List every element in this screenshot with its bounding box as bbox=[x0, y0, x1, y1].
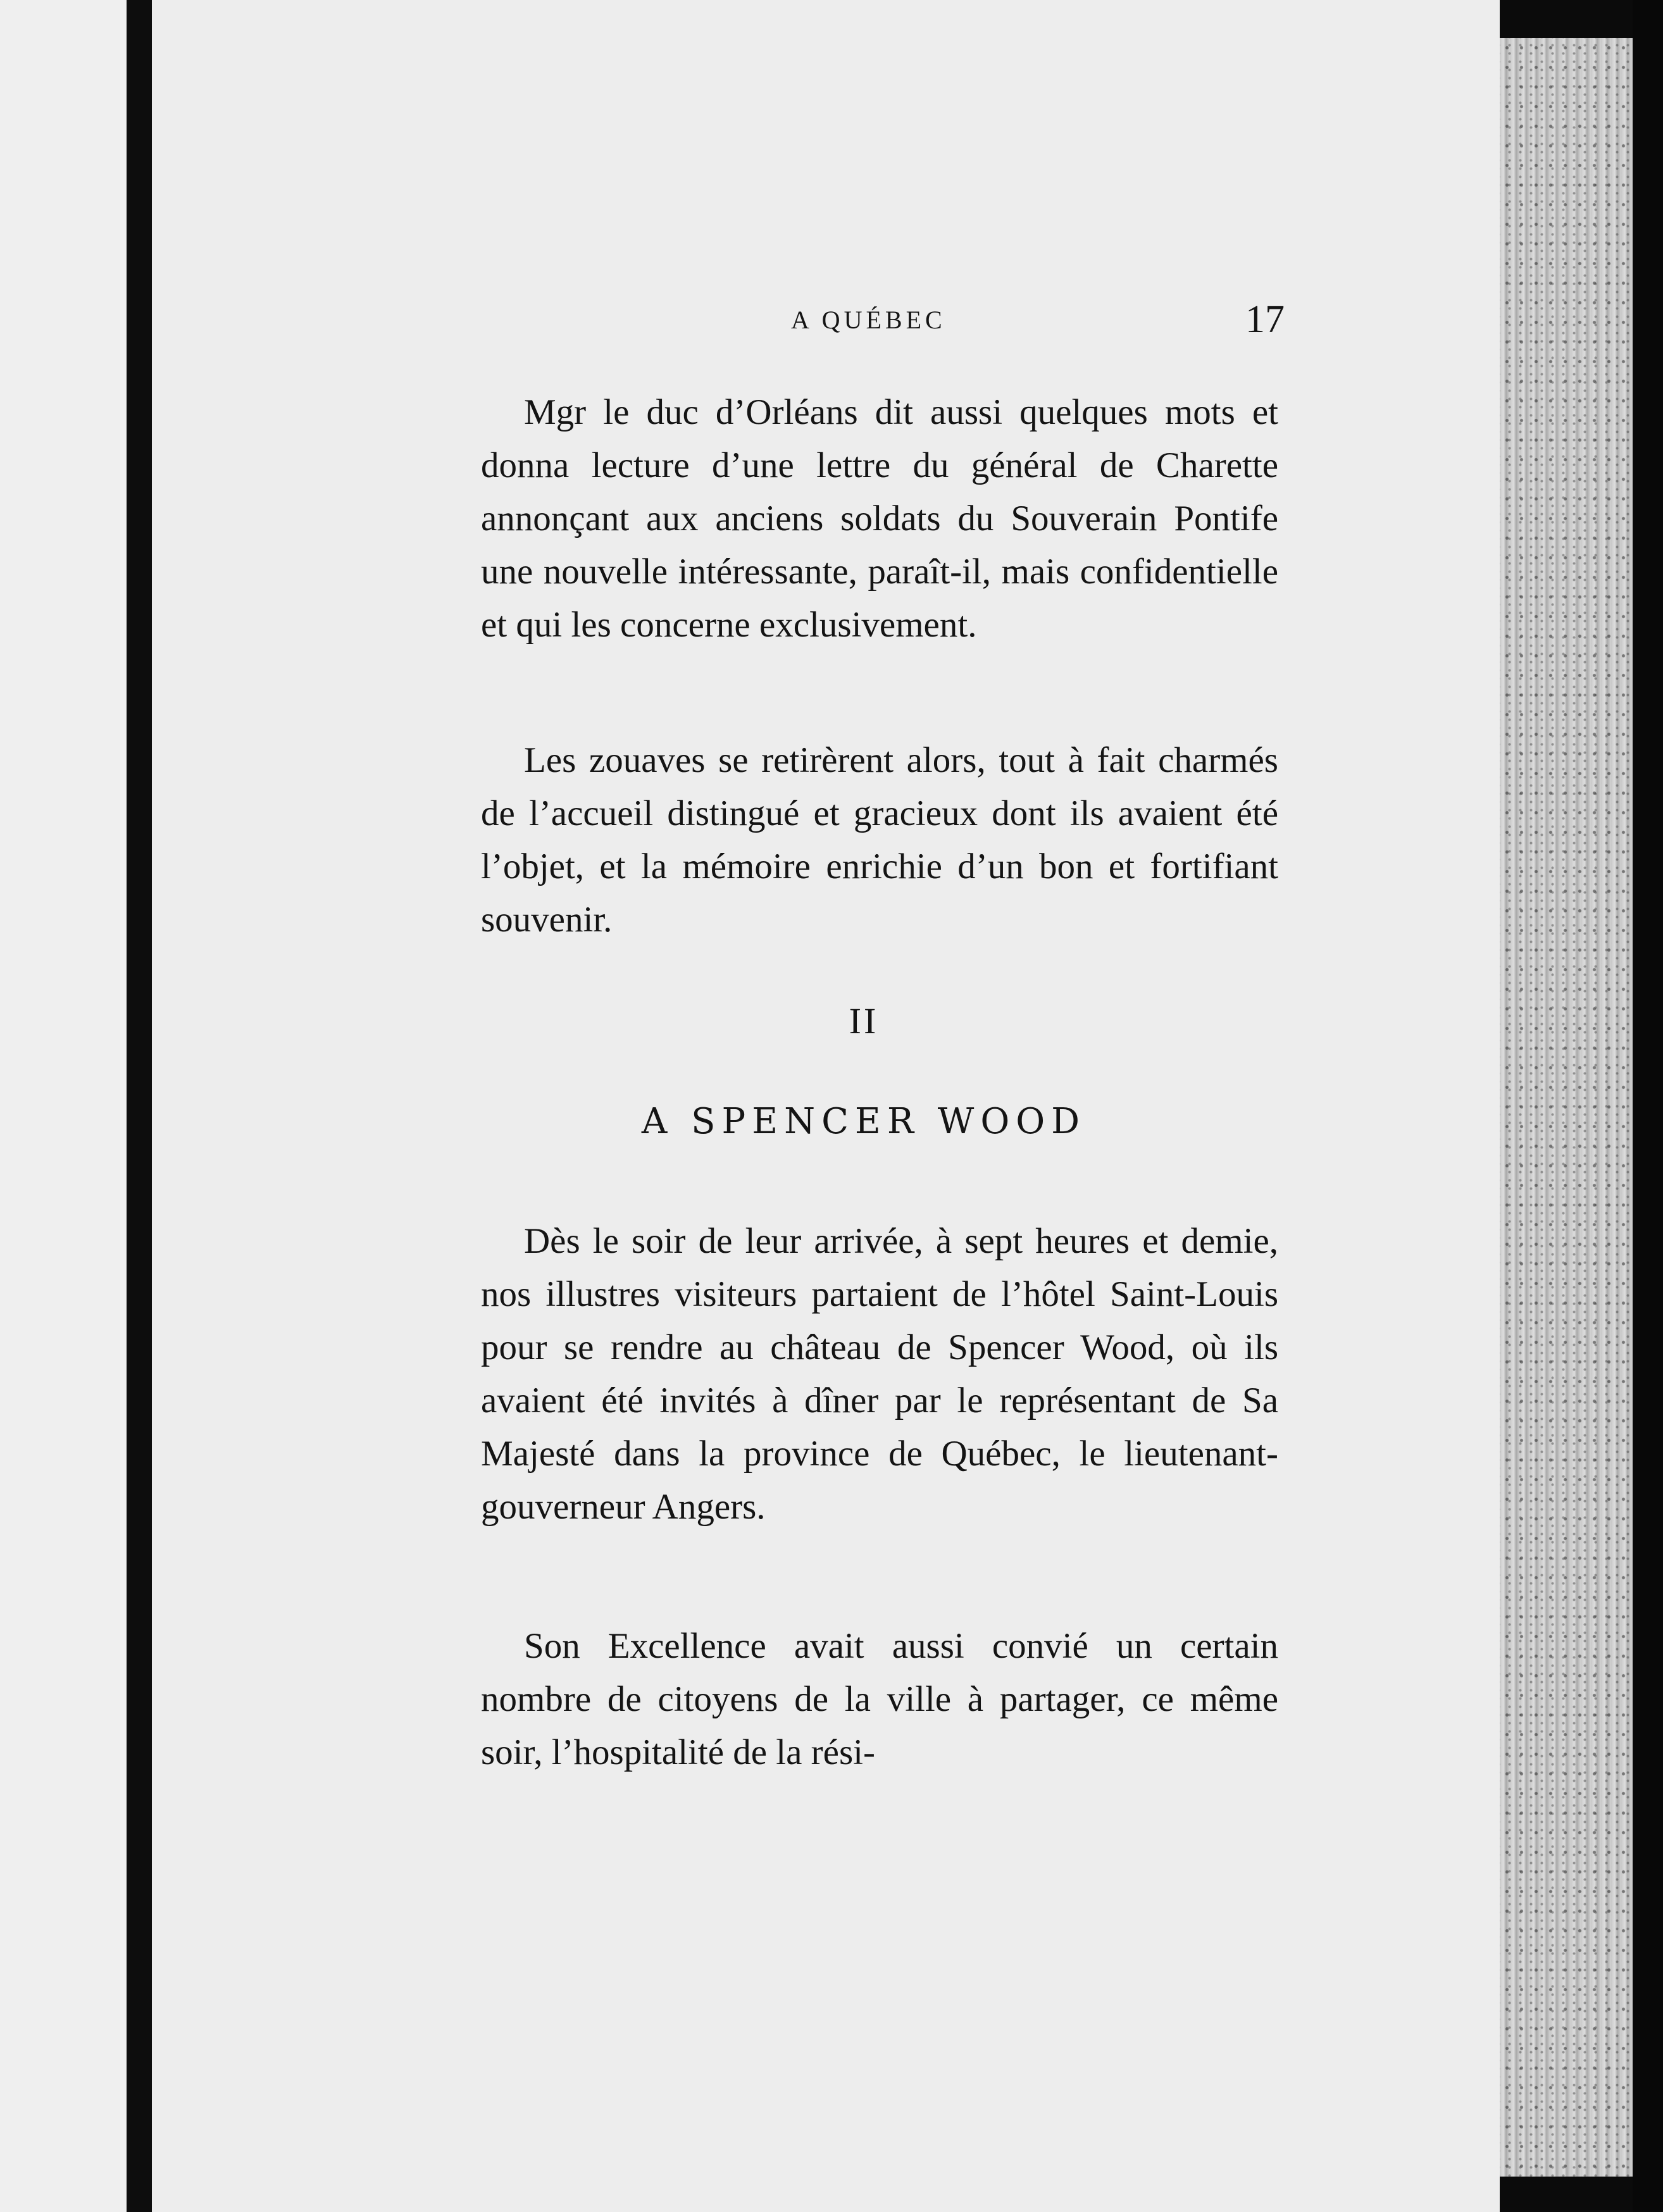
running-title: A QUÉBEC bbox=[791, 306, 946, 334]
book-page bbox=[152, 0, 1500, 2212]
running-head bbox=[449, 297, 1285, 342]
paragraph: Les zouaves se retirèrent alors, tout à fait charmés de l’accueil distingué et gracieux dont ils avaient été l’objet, et la mémoire enrichie d’un bon et fortifiant souvenir. bbox=[481, 740, 1278, 940]
page-edge-foxing bbox=[1500, 38, 1633, 2177]
section-number: II bbox=[849, 1000, 879, 1041]
section-title: A SPENCER WOOD bbox=[641, 1101, 1087, 1142]
paragraph: Son Excellence avait aussi convié un certain nombre de citoyens de la ville à partager, ce même soir, l’hospitalité de la rési- bbox=[481, 1626, 1278, 1772]
previous-page-edge bbox=[0, 0, 130, 2212]
paragraph: Mgr le duc d’Orléans dit aussi quelques mots et donna lecture d’une lettre du général de Charette annonçant aux anciens soldats du Souverain Pontife une nouvelle intéressante, paraît-il, mais confidentielle et qui les concerne exclusivement. bbox=[481, 392, 1278, 645]
paragraph: Dès le soir de leur arrivée, à sept heures et demie, nos illustres visiteurs partaient de l’hôtel Saint-Louis pour se rendre au château de Spencer Wood, où ils avaient été invités à dîner par le représentant de Sa Majesté dans la province de Québec, le lieutenant-gouverneur Angers. bbox=[481, 1221, 1278, 1527]
page-number: 17 bbox=[1245, 298, 1285, 341]
scan-right-shadow bbox=[1633, 0, 1663, 2212]
book-gutter bbox=[127, 0, 152, 2212]
